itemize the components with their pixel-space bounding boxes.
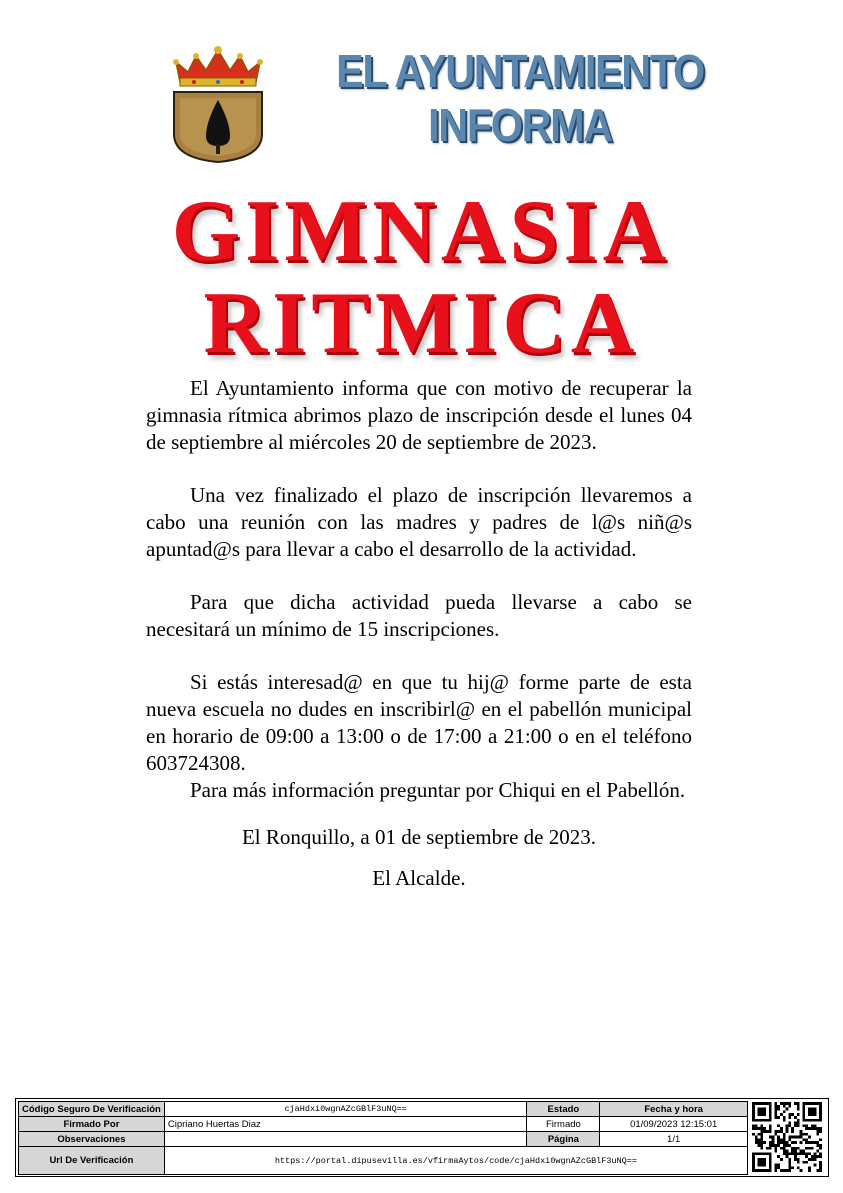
fecha-value: 01/09/2023 12:15:01 [600, 1117, 748, 1132]
observaciones-value [164, 1132, 527, 1147]
estado-value: Firmado [527, 1117, 600, 1132]
paragraph-interest: Si estás interesad@ en que tu hij@ forme parte de esta nueva escuela no dudes en inscribirl@ en el pabellón municipal en horario de 09:00 a 13:00 o de 17:00 a 21:00 o en el teléfono 603724308. [146, 670, 692, 775]
verification-box [15, 1098, 829, 1177]
activity-title [60, 183, 783, 372]
signature: El Alcalde. [372, 866, 466, 890]
activity-title-line-1: GIMNASIA [171, 183, 672, 280]
pagina-value: 1/1 [600, 1132, 748, 1147]
firmado-por-label: Firmado Por [19, 1117, 165, 1132]
qr-code-icon [752, 1102, 822, 1172]
paragraph-meeting: Una vez finalizado el plazo de inscripción llevaremos a cabo una reunión con las madres y padres de l@s niñ@s apuntad@s para llevar a cabo el desarrollo de la actividad. [146, 483, 692, 561]
paragraph-minimum: Para que dicha actividad pueda llevarse a cabo se necesitará un mínimo de 15 inscripciones. [146, 590, 692, 641]
header-line-1: EL AYUNTAMIENTO [336, 45, 704, 97]
csv-label: Código Seguro De Verificación [19, 1102, 165, 1117]
verification-table [18, 1101, 748, 1175]
observaciones-label: Observaciones [19, 1132, 165, 1147]
header-title [300, 44, 740, 152]
url-value[interactable]: https://portal.dipusevilla.es/vfirmaAytos/code/cjaHdxi0wgnAZcGBlF3uNQ== [164, 1147, 747, 1175]
firmado-por-value: Cipriano Huertas Diaz [164, 1117, 527, 1132]
activity-title-line-2: RITMICA [203, 275, 640, 372]
coat-of-arms-icon [166, 42, 270, 164]
notice-body [146, 375, 692, 892]
estado-label: Estado [527, 1102, 600, 1117]
place-date: El Ronquillo, a 01 de septiembre de 2023. [241, 825, 597, 849]
fecha-label: Fecha y hora [600, 1102, 748, 1117]
paragraph-registration: El Ayuntamiento informa que con motivo de recuperar la gimnasia rítmica abrimos plazo de inscripción desde el lunes 04 de septiembre al miércoles 20 de septiembre de 2023. [146, 376, 692, 454]
header-line-2: INFORMA [428, 99, 612, 151]
paragraph-info: Para más información preguntar por Chiqui en el Pabellón. [190, 778, 686, 802]
csv-value: cjaHdxi0wgnAZcGBlF3uNQ== [164, 1102, 527, 1117]
url-label: Url De Verificación [19, 1147, 165, 1175]
pagina-label: Página [527, 1132, 600, 1147]
